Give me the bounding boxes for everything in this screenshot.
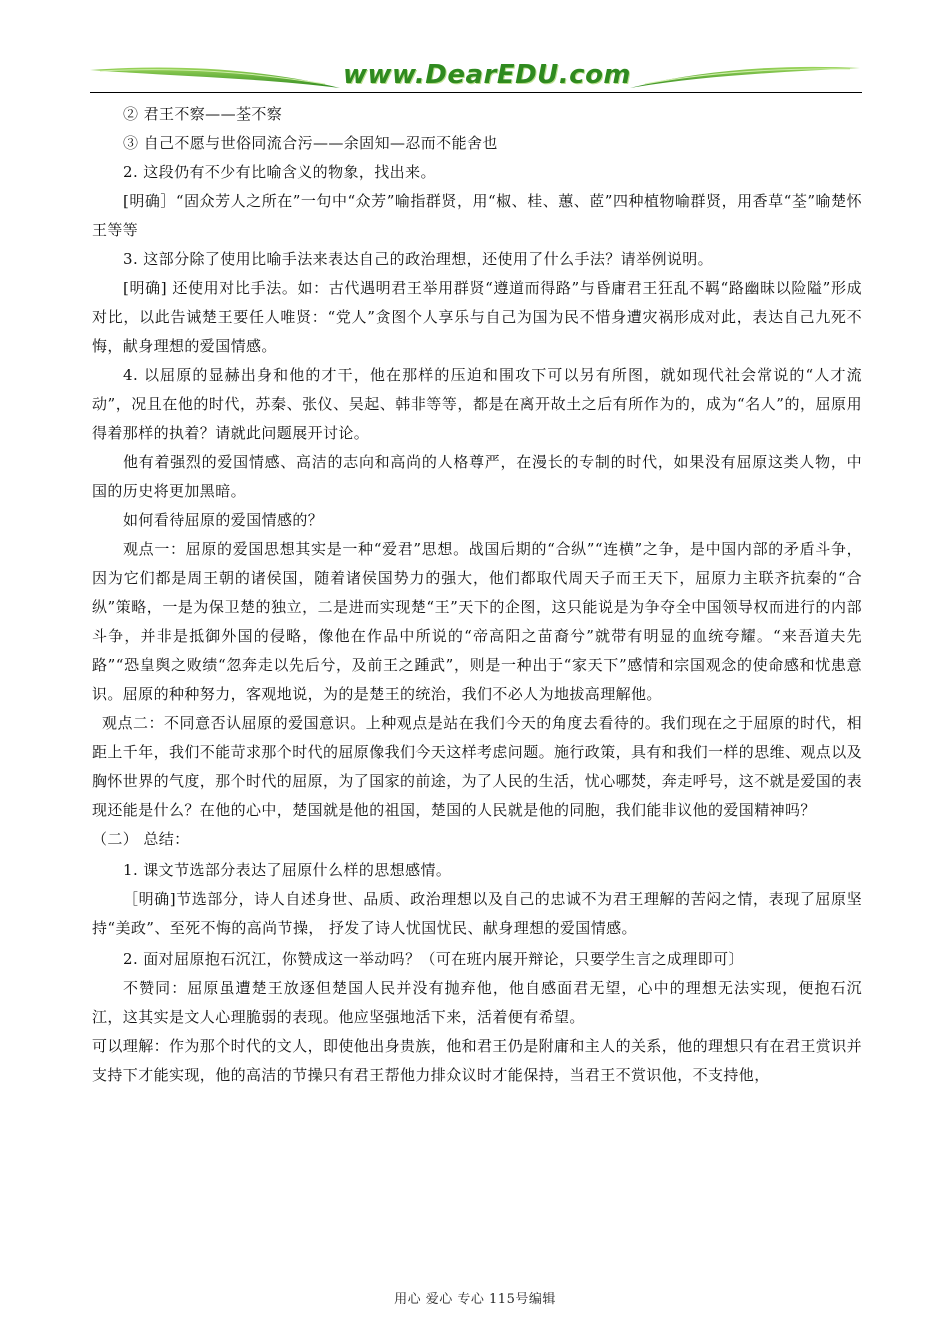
document-body bbox=[92, 100, 862, 1090]
paragraph: 不赞同：屈原虽遭楚王放逐但楚国人民并没有抛弃他，他自感面君无望，心中的理想无法实现，便抱石沉江，这其实是文人心理脆弱的表现。他应坚强地活下来，活着便有希望。 bbox=[92, 979, 862, 1026]
site-logo: www.DearEDU.com bbox=[342, 60, 632, 90]
question: 2. 这段仍有不少有比喻含义的物象，找出来。 bbox=[123, 163, 436, 181]
viewpoint-paragraph: 观点一：屈原的爱国思想其实是一种“爱君”思想。战国后期的“合纵”“连横”之争，是中国内部的矛盾斗争，因为它们都是周王朝的诸侯国，随着诸侯国势力的强大，他们都取代周天子而王天下，屈原力主联齐抗秦的“合纵”策略，一是为保卫楚的独立，二是进而实现楚“王”天下的企图，这只能说是为争夺全中国领导权而进行的内部斗争，并非是抵御外国的侵略，像他在作品中所说的“帝高阳之苗裔兮”就带有明显的血统夸耀。“来吾道夫先路”“恐皇舆之败绩“忽奔走以先后兮，及前王之踵武”，则是一种出于“家天下”感情和宗国观念的使命感和忧患意识。屈原的种种努力，客观地说，为的是楚王的统治，我们不必人为地拔高理解他。 bbox=[92, 540, 862, 703]
answer-paragraph: [明确］“固众芳人之所在”一句中“众芳”喻指群贤，用“椒、桂、蕙、茝”四种植物喻群贤，用香草“荃”喻楚怀王等等 bbox=[92, 192, 862, 239]
site-header bbox=[90, 58, 860, 94]
list-item: ③ 自己不愿与世俗同流合污——余固知—忍而不能舍也 bbox=[123, 134, 498, 152]
viewpoint-paragraph: 观点二：不同意否认屈原的爱国意识。上种观点是站在我们今天的角度去看待的。我们现在之于屈原的时代，相距上千年，我们不能苛求那个时代的屈原像我们今天这样考虑问题。施行政策，具有和我们一样的思维、观点以及胸怀世界的气度，那个时代的屈原，为了国家的前途，为了人民的生活，忧心哪焚，奔走呼号，这不就是爱国的表现还能是什么？在他的心中，楚国就是他的祖国，楚国的人民就是他的同胞，我们能非议他的爱国精神吗？ bbox=[92, 714, 863, 819]
paragraph: 可以理解：作为那个时代的文人，即使他出身贵族，他和君王仍是附庸和主人的关系，他的理想只有在君王赏识并支持下才能实现，他的高洁的节操只有君王帮他力排众议时才能保持，当君王不赏识他，不支持他， bbox=[92, 1037, 863, 1084]
answer-paragraph: [明确] 还使用对比手法。如：古代遇明君王举用群贤“遵道而得路”与昏庸君王狂乱不羁“路幽昧以险隘”形成对比，以此告诫楚王要任人唯贤：“党人”贪图个人享乐与自己为国为民不惜身遭灾祸形成对此，表达自己九死不悔，献身理想的爱国情感。 bbox=[92, 279, 862, 355]
question: 3. 这部分除了使用比喻手法来表达自己的政治理想，还使用了什么手法？请举例说明。 bbox=[123, 250, 714, 268]
question: 1. 课文节选部分表达了屈原什么样的思想感情。 bbox=[123, 861, 452, 879]
list-item: ② 君王不察——荃不察 bbox=[123, 105, 283, 123]
page-footer: 用心 爱心 专心 115号编辑 bbox=[394, 1292, 556, 1307]
question: 4. 以屈原的显赫出身和他的才干，他在那样的压迫和围攻下可以另有所图，就如现代社会常说的“人才流动”，况且在他的时代，苏秦、张仪、吴起、韩非等等，都是在离开故土之后有所作为的，成为“名人”的，屈原用得着那样的执着？请就此问题展开讨论。 bbox=[92, 366, 862, 442]
question: 2. 面对屈原抱石沉江，你赞成这一举动吗？（可在班内展开辩论，只要学生言之成理即可〕 bbox=[123, 950, 744, 968]
answer-paragraph: ［明确]节选部分，诗人自述身世、品质、政治理想以及自己的忠诚不为君王理解的苦闷之情，表现了屈原坚持“美政”、至死不悔的高尚节操， 抒发了诗人忧国忧民、献身理想的爱国情感。 bbox=[92, 890, 862, 937]
header-divider bbox=[90, 92, 862, 93]
section-heading: （二） 总结： bbox=[92, 830, 190, 848]
paragraph: 他有着强烈的爱国情感、高洁的志向和高尚的人格尊严，在漫长的专制的时代，如果没有屈原这类人物，中国的历史将更加黑暗。 bbox=[92, 453, 862, 500]
question: 如何看待屈原的爱国情感的？ bbox=[123, 511, 324, 529]
